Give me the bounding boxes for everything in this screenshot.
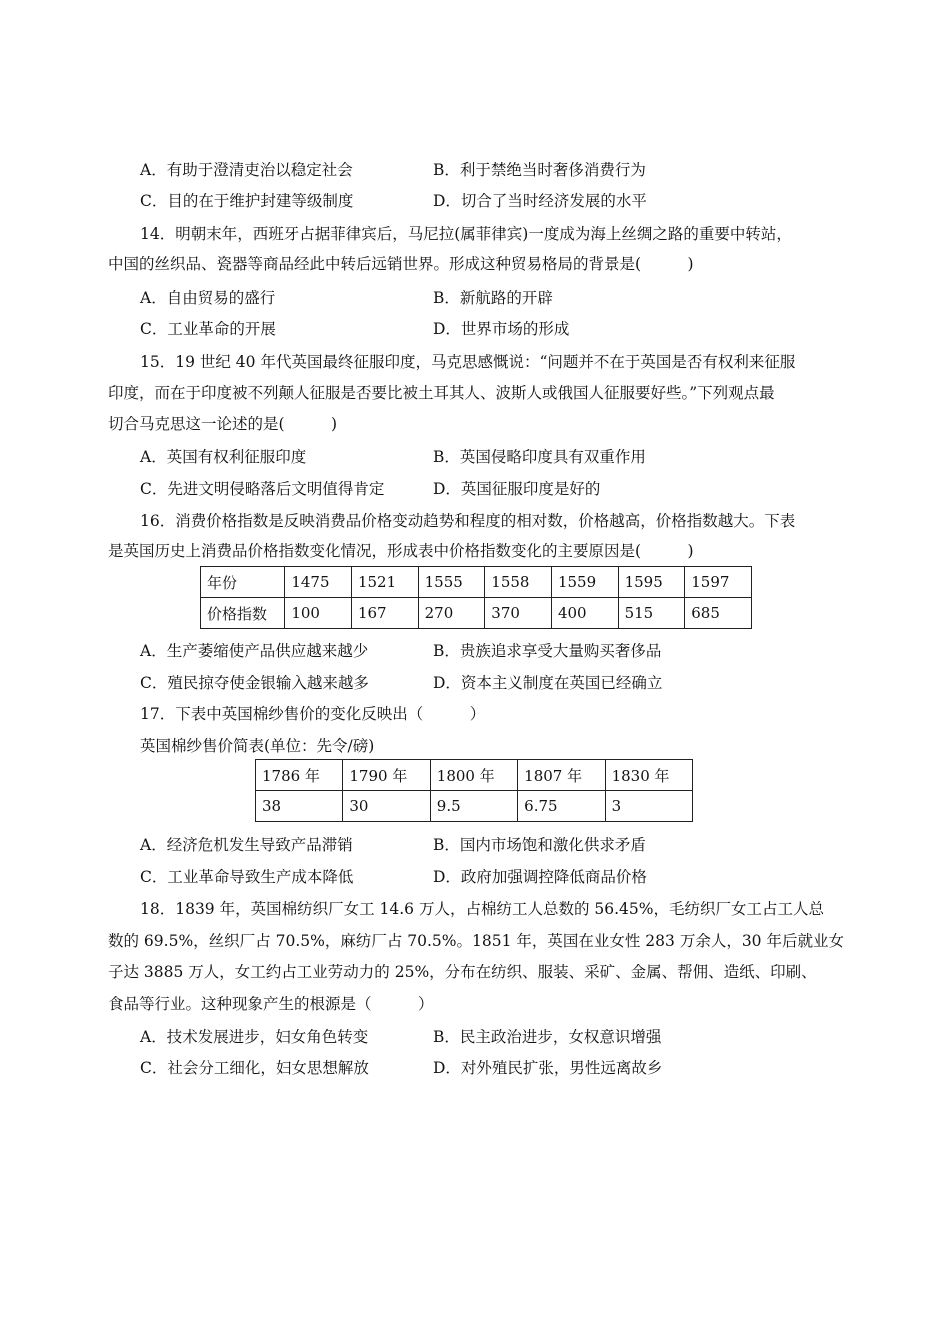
q17-stem: 17．下表中英国棉纱售价的变化反映出（ ） bbox=[140, 705, 486, 723]
q17-option-b: B．国内市场饱和激化供求矛盾 bbox=[433, 836, 646, 854]
q13-option-b: B．利于禁绝当时奢侈消费行为 bbox=[433, 161, 646, 179]
table-cell: 1558 bbox=[485, 567, 552, 598]
q18-stem-line-3: 子达 3885 万人，女工约占工业劳动力的 25%，分布在纺织、服装、采矿、金属、帮佣、造纸、印刷、 bbox=[108, 963, 817, 981]
q15-option-c: C．先进文明侵略落后文明值得肯定 bbox=[140, 480, 385, 498]
table-cell: 685 bbox=[685, 598, 752, 629]
table-cell: 1595 bbox=[618, 567, 685, 598]
table-cell: 1800 年 bbox=[430, 760, 517, 791]
table-cell: 1475 bbox=[285, 567, 352, 598]
table-row bbox=[256, 760, 693, 791]
table-cell: 370 bbox=[485, 598, 552, 629]
q13-option-d: D．切合了当时经济发展的水平 bbox=[433, 192, 647, 210]
q14-option-b: B．新航路的开辟 bbox=[433, 289, 553, 307]
q14-option-c: C．工业革命的开展 bbox=[140, 320, 276, 338]
table-cell: 1597 bbox=[685, 567, 752, 598]
q17-table-caption: 英国棉纱售价简表(单位：先令/磅) bbox=[140, 737, 375, 755]
table-cell: 100 bbox=[285, 598, 352, 629]
table-row bbox=[201, 567, 752, 598]
q15-stem-line-3: 切合马克思这一论述的是( ) bbox=[108, 415, 338, 433]
table-cell: 30 bbox=[343, 791, 430, 822]
q18-stem-line-1: 18．1839 年，英国棉纺织厂女工 14.6 万人，占棉纺工人总数的 56.45%，毛纺织厂女工占工人总 bbox=[140, 900, 824, 918]
q15-option-b: B．英国侵略印度具有双重作用 bbox=[433, 448, 646, 466]
table-row-header: 年份 bbox=[201, 567, 285, 598]
table-cell: 1786 年 bbox=[256, 760, 343, 791]
q18-option-d: D．对外殖民扩张，男性远离故乡 bbox=[433, 1059, 663, 1077]
q15-stem-line-2: 印度，而在于印度被不列颠人征服是否要比被土耳其人、波斯人或俄国人征服要好些。”下列观点最 bbox=[108, 384, 775, 402]
table-cell: 270 bbox=[418, 598, 485, 629]
q14-stem-line-1: 14．明朝末年，西班牙占据菲律宾后，马尼拉(属菲律宾)一度成为海上丝绸之路的重要中转站， bbox=[140, 225, 792, 243]
q14-stem-line-2: 中国的丝织品、瓷器等商品经此中转后远销世界。形成这种贸易格局的背景是( ) bbox=[108, 255, 694, 273]
q17-option-a: A．经济危机发生导致产品滞销 bbox=[140, 836, 353, 854]
q18-stem-line-4: 食品等行业。这种现象产生的根源是（ ） bbox=[108, 995, 434, 1013]
q15-option-d: D．英国征服印度是好的 bbox=[433, 480, 601, 498]
q15-stem-line-1: 15．19 世纪 40 年代英国最终征服印度，马克思感慨说：“问题并不在于英国是否有权利来征服 bbox=[140, 353, 796, 371]
q16-option-b: B．贵族追求享受大量购买奢侈品 bbox=[433, 642, 662, 660]
q16-option-c: C．殖民掠夺使金银输入越来越多 bbox=[140, 674, 369, 692]
q15-option-a: A．英国有权利征服印度 bbox=[140, 448, 307, 466]
table-row-header: 价格指数 bbox=[201, 598, 285, 629]
table-cell: 9.5 bbox=[430, 791, 517, 822]
table-row bbox=[256, 791, 693, 822]
q16-option-a: A．生产萎缩使产品供应越来越少 bbox=[140, 642, 369, 660]
table-cell: 1830 年 bbox=[605, 760, 692, 791]
q18-option-c: C．社会分工细化，妇女思想解放 bbox=[140, 1059, 369, 1077]
table-cell: 38 bbox=[256, 791, 343, 822]
q18-option-a: A．技术发展进步，妇女角色转变 bbox=[140, 1028, 369, 1046]
q16-option-d: D．资本主义制度在英国已经确立 bbox=[433, 674, 663, 692]
table-cell: 6.75 bbox=[518, 791, 605, 822]
q14-option-a: A．自由贸易的盛行 bbox=[140, 289, 276, 307]
q18-option-b: B．民主政治进步，女权意识增强 bbox=[433, 1028, 662, 1046]
table-cell: 1790 年 bbox=[343, 760, 430, 791]
q18-stem-line-2: 数的 69.5%，丝织厂占 70.5%，麻纺厂占 70.5%。1851 年，英国在业女性 283 万余人，30 年后就业女 bbox=[108, 932, 844, 950]
table-cell: 167 bbox=[351, 598, 418, 629]
q17-option-d: D．政府加强调控降低商品价格 bbox=[433, 868, 647, 886]
q16-stem-line-1: 16．消费价格指数是反映消费品价格变动趋势和程度的相对数，价格越高，价格指数越大。下表 bbox=[140, 512, 796, 530]
price-index-table bbox=[200, 566, 752, 629]
table-cell: 515 bbox=[618, 598, 685, 629]
table-cell: 400 bbox=[551, 598, 618, 629]
table-cell: 1555 bbox=[418, 567, 485, 598]
table-cell: 1559 bbox=[551, 567, 618, 598]
q14-option-d: D．世界市场的形成 bbox=[433, 320, 570, 338]
table-cell: 1521 bbox=[351, 567, 418, 598]
table-cell: 1807 年 bbox=[518, 760, 605, 791]
q16-stem-line-2: 是英国历史上消费品价格指数变化情况，形成表中价格指数变化的主要原因是( ) bbox=[108, 542, 694, 560]
table-cell: 3 bbox=[605, 791, 692, 822]
q13-option-a: A．有助于澄清吏治以稳定社会 bbox=[140, 161, 353, 179]
cotton-yarn-price-table bbox=[255, 759, 693, 822]
q13-option-c: C．目的在于维护封建等级制度 bbox=[140, 192, 354, 210]
table-row bbox=[201, 598, 752, 629]
q17-option-c: C．工业革命导致生产成本降低 bbox=[140, 868, 354, 886]
